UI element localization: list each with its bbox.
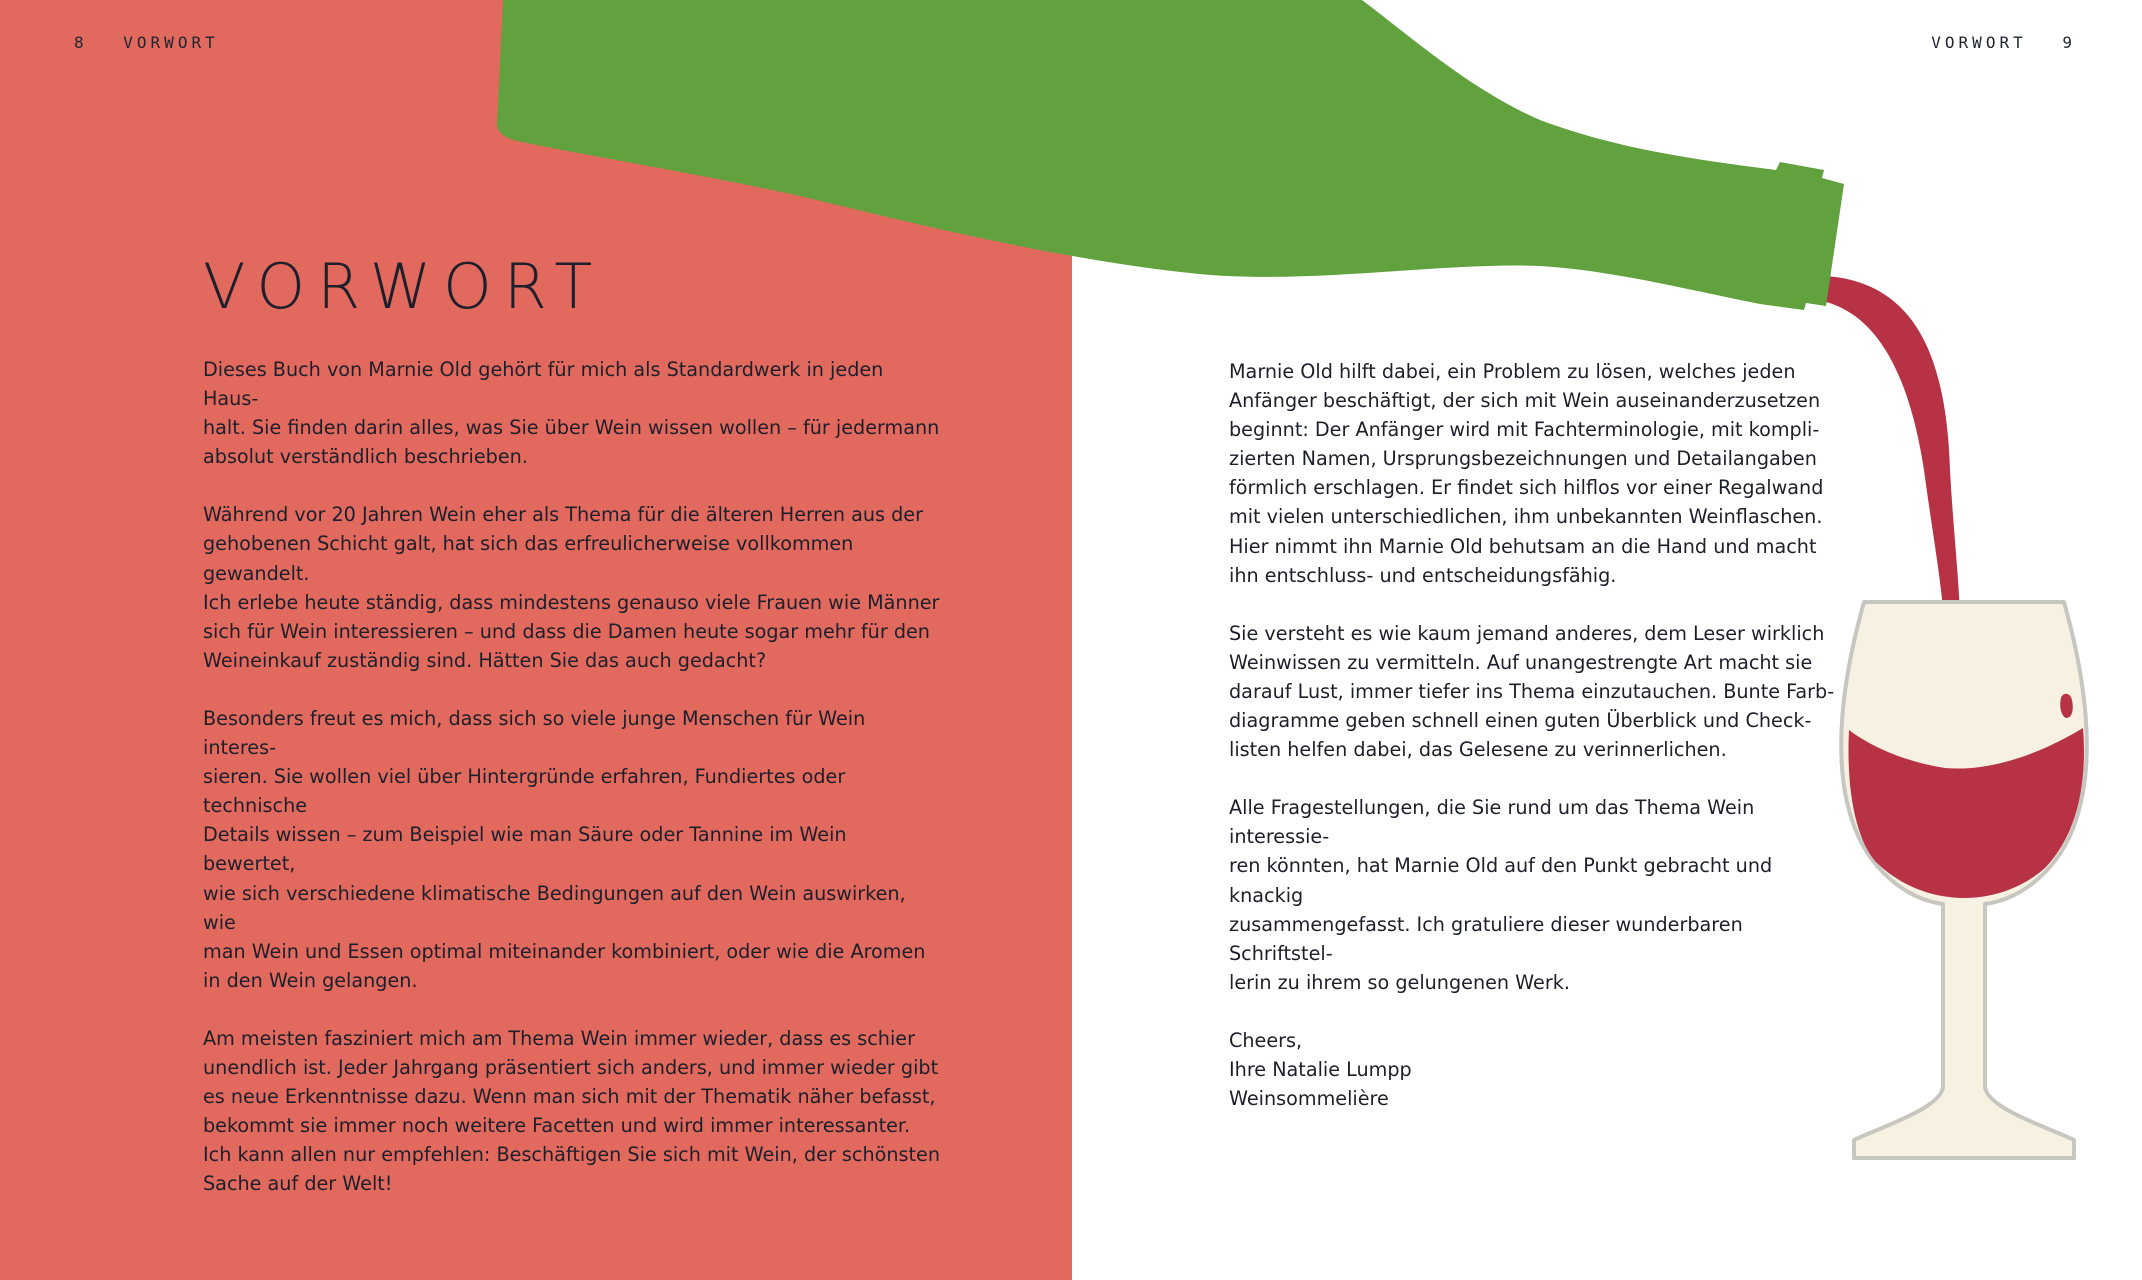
page-number-right: 9 [2062, 33, 2076, 52]
right-text-column [1229, 357, 1849, 1142]
running-head-left [74, 33, 219, 52]
running-head-right [1931, 33, 2076, 52]
paragraph: Dieses Buch von Marnie Old gehört für mich als Standardwerk in jeden Haus- halt. Sie finden darin alles, was Sie über Wein wissen wollen – für jedermann absolut verständlich beschrieben. [203, 358, 940, 469]
running-head-right-label: VORWORT [1931, 33, 2027, 52]
page-number-left: 8 [74, 33, 88, 52]
paragraph: Alle Fragestellungen, die Sie rund um das Thema Wein interessie- ren könnten, hat Marnie Old auf den Punkt gebracht und knackig zusammengefasst. Ich gratuliere dieser wunderbaren Schriftstel- lerin zu ihrem so gelungenen Werk. [1229, 796, 1773, 994]
left-text-column [203, 355, 943, 1227]
paragraph: Marnie Old hilft dabei, ein Problem zu lösen, welches jeden Anfänger beschäftigt, der sich mit Wein auseinanderzusetzen beginnt: Der Anfänger wird mit Fachterminologie, mit kompli- zierten Namen, Ursprungsbezeichnungen und Detailangaben förmlich erschlagen. Er findet sich hilflos vor einer Regalwand mit vielen unterschiedlichen, ihm unbekannten Weinflaschen. Hier nimmt ihn Marnie Old behutsam an die Hand und macht ihn entschluss- und entscheidungsfähig. [1229, 360, 1824, 587]
wine-glass [1841, 602, 2087, 1158]
running-head-left-label: VORWORT [123, 33, 219, 52]
page-title: VORWORT [203, 250, 605, 323]
signature-block: Cheers, Ihre Natalie Lumpp Weinsommelière [1229, 1028, 1412, 1111]
paragraph: Besonders freut es mich, dass sich so viele junge Menschen für Wein interes- sieren. Sie wollen viel über Hintergründe erfahren, Fundiertes oder technische Details wissen – zum Beispiel wie man Säure oder Tannine im Wein bewertet, wie sich verschiedene klimatische Bedingungen auf den Wein auswirken, wie man Wein und Essen optimal miteinander kombiniert, oder wie die Aromen in den Wein gelangen. [203, 706, 926, 992]
paragraph: Am meisten fasziniert mich am Thema Wein immer wieder, dass es schier unendlich ist. Jeder Jahrgang präsentiert sich anders, und immer wieder gibt es neue Erkenntnisse dazu. Wenn man sich mit der Thematik näher befasst, bekommt sie immer noch weitere Facetten und wird immer interessanter. Ich kann allen nur empfehlen: Beschäftigen Sie sich mit Wein, der schönsten Sache auf der Welt! [203, 1026, 941, 1196]
paragraph: Sie versteht es wie kaum jemand anderes, dem Leser wirklich Weinwissen zu vermitteln. Auf unangestrengte Art macht sie darauf Lust, immer tiefer ins Thema einzutauchen. Bunte Farb- diagramme geben schnell einen guten Überblick und Check- listen helfen dabei, das Gelesene zu verinnerlichen. [1229, 621, 1835, 762]
wine-bottle [497, 0, 1844, 310]
paragraph: Während vor 20 Jahren Wein eher als Thema für die älteren Herren aus der gehobenen Schicht galt, hat sich das erfreulicherweise vollkommen gewandelt. Ich erlebe heute ständig, dass mindestens genauso viele Frauen wie Männer sich für Wein interessieren – und dass die Damen heute sogar mehr für den Weineinkauf zuständig sind. Hätten Sie das auch gedacht? [203, 503, 940, 672]
